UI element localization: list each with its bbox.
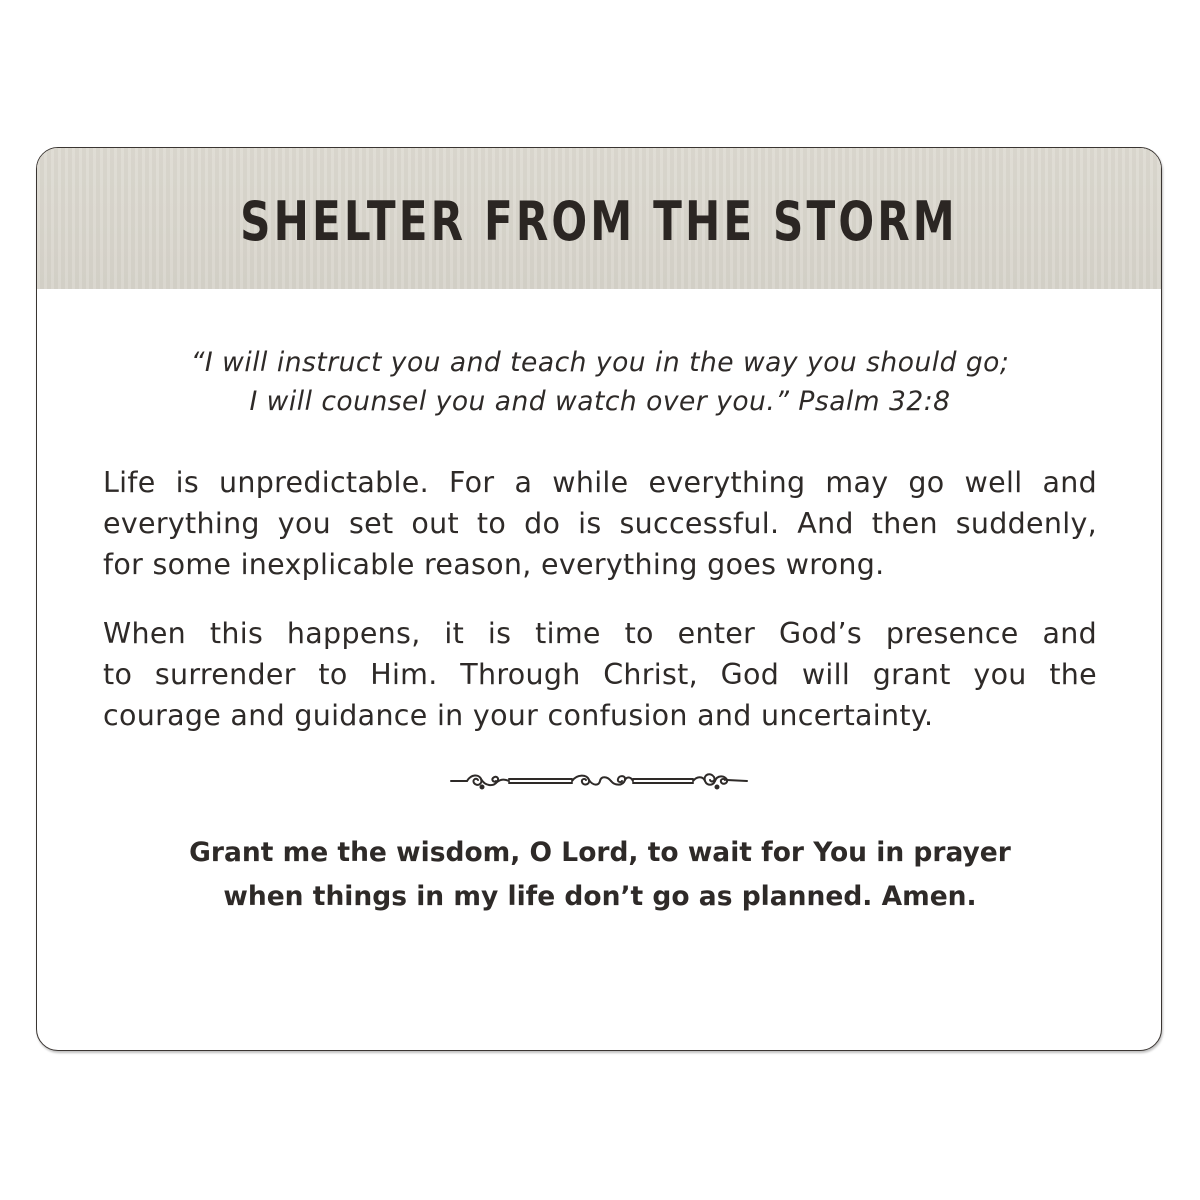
paragraph-line: everything you set out to do is successful. And then suddenly, xyxy=(103,507,1097,540)
paragraph-line: to surrender to Him. Through Christ, God will grant you the xyxy=(103,658,1097,691)
header-band xyxy=(37,148,1161,289)
scripture-line: I will counsel you and watch over you.” Psalm 32:8 xyxy=(249,386,951,417)
scripture-quote xyxy=(97,343,1103,421)
paragraph-line: Life is unpredictable. For a while everything may go well and xyxy=(103,466,1097,499)
body-paragraph xyxy=(103,462,1097,585)
prayer-line: when things in my life don’t go as planned. Amen. xyxy=(223,881,977,912)
paragraph-line: for some inexplicable reason, everything goes wrong. xyxy=(103,548,885,581)
paragraph-line: When this happens, it is time to enter God’s presence and xyxy=(103,617,1097,650)
card-title: SHELTER FROM THE STORM xyxy=(240,190,958,253)
prayer-line: Grant me the wisdom, O Lord, to wait for You in prayer xyxy=(189,837,1011,868)
body-paragraph xyxy=(103,613,1097,736)
devotional-card xyxy=(36,147,1162,1051)
paragraph-line: courage and guidance in your confusion and uncertainty. xyxy=(103,699,934,732)
scroll-flourish-divider-icon xyxy=(447,766,753,796)
scripture-line: “I will instruct you and teach you in the way you should go; xyxy=(190,347,1010,378)
closing-prayer xyxy=(97,831,1103,919)
